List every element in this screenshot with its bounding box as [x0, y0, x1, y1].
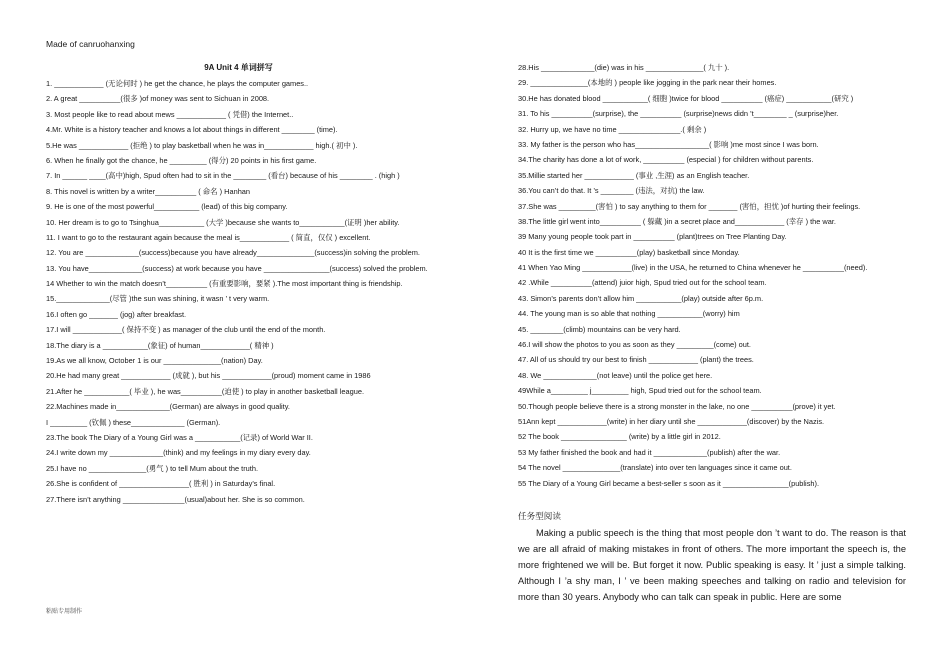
- question-item: 19.As we all know, October 1 is our ______________(nation) Day.: [46, 356, 263, 366]
- question-item: 16.I often go _______ (jog) after breakfast.: [46, 309, 187, 319]
- question-item: 26.She is confident of _________________( 胜利 ) in Saturday’s final.: [46, 479, 276, 489]
- question-item: 48. We _____________(not leave) until the police get here.: [518, 370, 713, 380]
- left-question-list: [46, 79, 431, 505]
- question-item: 52 The book ________________ (write) by a little girl in 2012.: [518, 432, 721, 442]
- question-item: 47. All of us should try our best to finish ____________ (plant) the trees.: [518, 355, 754, 365]
- question-item: 41 When Yao Ming ____________(live) in the USA, he returned to China whenever he __________(need).: [518, 263, 868, 273]
- question-item: 46.I will show the photos to you as soon as they _________(come) out.: [518, 340, 751, 350]
- question-item: 7. In ______ ____(高中)high, Spud often had to sit in the ________ (看台) because of his ________ . (high ): [46, 171, 400, 181]
- question-item: 49While a_________ j_________ high, Spud tried out for the school team.: [518, 386, 762, 396]
- question-item: 21.After he ___________( 毕业 ), he was__________(迫使 ) to play in another basketball league.: [46, 386, 365, 396]
- question-item: 1. ____________ (无论何时 ) he get the chance, he plays the computer games..: [46, 79, 309, 88]
- question-item: 10. Her dream is to go to Tsinghua___________ (大学 )because she wants to___________(证明 )her ability.: [46, 217, 400, 227]
- page-footer: 粘贴专用制作: [46, 609, 83, 615]
- question-item: 29. ______________(本地的 ) people like jogging in the park near their homes.: [518, 78, 777, 88]
- question-item: 6. When he finally got the chance, he _________ (得分) 20 points in his first game.: [46, 155, 317, 165]
- question-item: 36.You can’t do that. It ’s ________ (违法，对抗) the law.: [518, 186, 705, 196]
- question-item: 2. A great __________(很多 )of money was sent to Sichuan in 2008.: [46, 94, 270, 104]
- question-item: 37.She was _________(害怕 ) to say anything to them for _______ (害怕，担忧 )of hurting their feelings.: [518, 201, 861, 211]
- page-header: Made of canruohanxing: [46, 39, 135, 49]
- question-item: I _________ (钦佩 ) these_____________ (German).: [46, 417, 221, 427]
- question-item: 8. This novel is written by a writer__________ ( 命名 ) Hanhan: [46, 186, 251, 196]
- question-item: 39 Many young people took part in __________ (plant)trees on Tree Planting Day.: [518, 232, 787, 242]
- right-question-list: [518, 63, 906, 489]
- question-item: 51Ann kept ____________(write) in her diary until she ____________(discover) by the Nazis.: [518, 416, 825, 426]
- question-item: 38.The little girl went into__________ ( 躲藏 )in a secret place and____________ (幸存 ) the war.: [518, 216, 836, 226]
- question-item: 5.He was ____________ (拒绝 ) to play basketball when he was in____________ high.( 初中 ).: [46, 140, 358, 150]
- question-item: 11. I want to go to the restaurant again because the meal is____________ ( 简直，仅仅 ) excellent.: [46, 232, 371, 242]
- question-item: 3. Most people like to read about mews ____________ ( 凭借) the Internet..: [46, 109, 294, 119]
- question-item: 35.Millie started her ____________ (事业 ,生涯) as an English teacher.: [518, 170, 750, 180]
- question-item: 31. To his __________(surprise), the __________ (surprise)news didn ’t________ _ (surprise)her.: [518, 109, 839, 119]
- question-item: 33. My father is the person who has__________________( 影响 )me most since I was born.: [518, 139, 819, 149]
- question-item: 22.Machines made in_____________(German) are always in good quality.: [46, 402, 290, 412]
- question-item: 43. Simon’s parents don’t allow him ___________(play) outside after 6p.m.: [518, 293, 764, 303]
- question-item: 50.Though people believe there is a strong monster in the lake, no one __________(prove) it yet.: [518, 401, 836, 411]
- question-item: 17.I will ____________( 保持不变 ) as manager of the club until the end of the month.: [46, 325, 326, 335]
- question-item: 40 It is the first time we __________(play) basketball since Monday.: [518, 247, 740, 257]
- question-item: 28.His _____________(die) was in his ______________( 九十 ).: [518, 63, 730, 72]
- question-item: 32. Hurry up, we have no time _______________.( 剩余 ): [518, 124, 707, 134]
- question-item: 24.I write down my _____________(think) and my feelings in my diary every day.: [46, 448, 311, 458]
- question-item: 20.He had many great ____________ (成就 ), but his ____________(proud) moment came in 1986: [46, 371, 371, 381]
- question-item: 44. The young man is so able that nothing ___________(worry) him: [518, 309, 740, 319]
- question-item: 14 Whether to win the match doesn’t__________ (有重要影响，要紧 ).The most important thing is friendship.: [46, 279, 403, 289]
- worksheet-title: 9A Unit 4 单词拼写: [204, 63, 273, 72]
- left-column: [46, 63, 431, 510]
- question-item: 42 .While __________(attend) juior high, Spud tried out for the school team.: [518, 278, 767, 288]
- question-item: 30.He has donated blood ___________( 细胞 )twice for blood __________ (癌症) ___________(研究 ): [518, 93, 854, 103]
- question-item: 9. He is one of the most powerful___________ (lead) of this big company.: [46, 202, 288, 212]
- reading-paragraph: Making a public speech is the thing that most people don ’t want to do. The reason is that we are all afraid of making mistakes in front of others. The more important the speech is, the more frightened we will be. But forget it now. Public speaking is easy. It ’ just a simple talking. Although I ’a shy man, I ’ ve been making speeches and talking on radio and television for more than 30 years. Anybody who can talk can speak in public. Here are some: [518, 527, 906, 602]
- question-item: 27.There isn’t anything _______________(usual)about her. She is so common.: [46, 494, 305, 504]
- question-item: 4.Mr. White is a history teacher and knows a lot about things in different ________ (time).: [46, 125, 338, 135]
- question-item: 23.The book The Diary of a Young Girl was a ___________(记录) of World War II.: [46, 432, 313, 442]
- question-item: 12. You are _____________(success)because you have already______________(success)in solving the problem.: [46, 248, 420, 258]
- question-item: 15._____________(尽管 )the sun was shining, it wasn ’ t very warm.: [46, 294, 270, 304]
- question-item: 54 The novel ______________(translate) into over ten languages since it came out.: [518, 463, 792, 473]
- question-item: 18.The diary is a ___________(象征) of human____________( 精神 ): [46, 340, 274, 350]
- question-item: 45. ________(climb) mountains can be very hard.: [518, 324, 681, 334]
- question-item: 55 The Diary of a Young Girl became a best-seller s soon as it ________________(publish).: [518, 478, 820, 488]
- question-item: 25.I have no ______________(勇气 ) to tell Mum about the truth.: [46, 463, 259, 473]
- question-item: 13. You have_____________(success) at work because you have ________________(success) solved the problem.: [46, 263, 428, 273]
- reading-heading: 任务型阅读: [518, 510, 561, 521]
- question-item: 34.The charity has done a lot of work, __________ (especial ) for children without parents.: [518, 155, 814, 165]
- right-column: [518, 63, 906, 605]
- question-item: 53 My father finished the book and had it _____________(publish) after the war.: [518, 447, 781, 457]
